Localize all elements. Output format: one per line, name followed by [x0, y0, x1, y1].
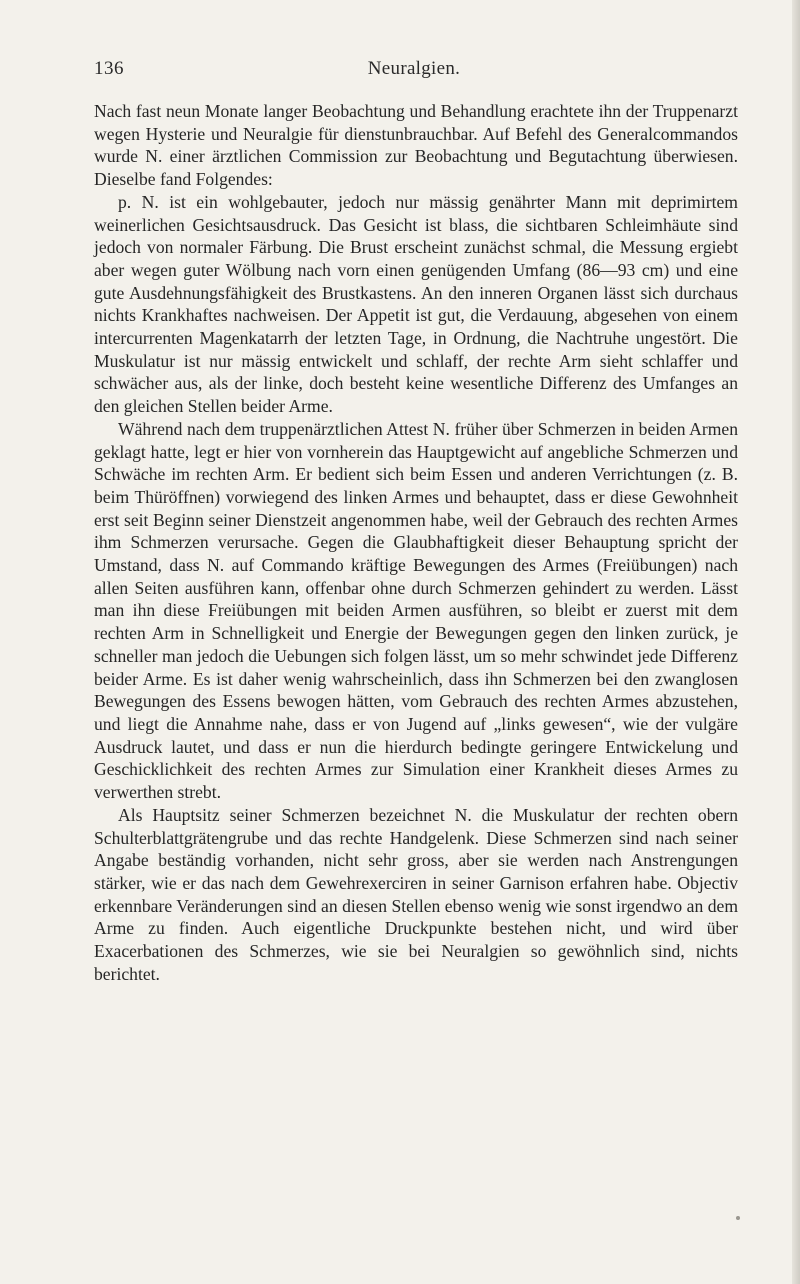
page-edge-shadow: [792, 0, 800, 1284]
page-number: 136: [94, 58, 124, 79]
running-title: Neuralgien.: [367, 58, 461, 79]
paragraph-4: Als Hauptsitz seiner Schmerzen bezeichnet N. die Muskulatur der rechten obern Schulterblattgrätengrube und das rechte Handgelenk. Diese Schmerzen sind nach seiner Angabe beständig vorhanden, nicht sehr gross, aber sie werden nach Anstrengungen stärker, wie er das nach dem Gewehrexerciren in seiner Garnison erfahren habe. Objectiv erkennbare Veränderungen sind an diesen Stellen ebenso wenig wie sonst irgendwo an dem Arme zu finden. Auch eigentliche Druckpunkte bestehen nicht, und wird über Exacerbationen des Schmerzes, wie sie bei Neuralgien so gewöhnlich sind, nichts berichtet.: [94, 804, 738, 984]
paragraph-1: Nach fast neun Monate langer Beobachtung und Behandlung erachtete ihn der Truppenarzt wegen Hysterie und Neuralgie für dienstunbrauchbar. Auf Befehl des Generalcommandos wurde N. einer ärztlichen Commission zur Beobachtung und Begutachtung überwiesen. Dieselbe fand Folgendes:: [94, 101, 738, 190]
page-header: [94, 58, 734, 84]
paragraph-2: p. N. ist ein wohlgebauter, jedoch nur mässig genährter Mann mit deprimirtem weinerlichen Gesichtsausdruck. Das Gesicht ist blass, die sichtbaren Schleimhäute sind jedoch von normaler Färbung. Die Brust erscheint zunächst schmal, die Messung ergiebt aber wegen guter Wölbung nach vorn einen genügenden Umfang (86—93 cm) und eine gute Ausdehnungsfähigkeit des Brustkastens. An den inneren Organen lässt sich durchaus nichts Krankhaftes nachweisen. Der Appetit ist gut, die Verdauung, abgesehen von einem intercurrenten Magenkatarrh der letzten Tage, in Ordnung, die Nachtruhe ungestört. Die Muskulatur ist nur mässig entwickelt und schlaff, der rechte Arm sieht schlaffer und schwächer aus, als der linke, doch besteht keine wesentliche Differenz des Umfanges an den gleichen Stellen beider Arme.: [94, 191, 738, 417]
paragraph-3: Während nach dem truppenärztlichen Attest N. früher über Schmerzen in beiden Armen geklagt hatte, legt er hier von vornherein das Hauptgewicht auf angebliche Schmerzen und Schwäche im rechten Arm. Er bedient sich beim Essen und anderen Verrichtungen (z. B. beim Thüröffnen) vorwiegend des linken Armes und behauptet, dass er diese Gewohnheit erst seit Beginn seiner Dienstzeit angenommen habe, weil der Gebrauch des rechten Armes ihm Schmerzen verursache. Gegen die Glaubhaftigkeit dieser Behauptung spricht der Umstand, dass N. auf Commando kräftige Bewegungen des Armes (Freiübungen) nach allen Seiten ausführen kann, offenbar ohne durch Schmerzen gehindert zu werden. Lässt man ihn diese Freiübungen mit beiden Armen ausführen, so bleibt er zuerst mit dem rechten Arm in Schnelligkeit und Energie der Bewegungen gegen den linken zurück, je schneller man jedoch die Uebungen sich folgen lässt, um so mehr schwindet jede Differenz beider Arme. Es ist daher wenig wahrscheinlich, dass ihn Schmerzen bei den zwanglosen Bewegungen des Essens bewogen hätten, vom Gebrauch des rechten Armes abzustehen, und liegt die Annahme nahe, dass er von Jugend auf „links gewesen“, wie der vulgäre Ausdruck lautet, und dass er nun die hierdurch bedingte geringere Entwickelung und Geschicklichkeit des rechten Armes zur Simulation einer Krankheit dieses Armes zu verwerthen strebt.: [94, 418, 738, 803]
paper-speck: [736, 1216, 740, 1220]
body-text: [94, 100, 738, 985]
